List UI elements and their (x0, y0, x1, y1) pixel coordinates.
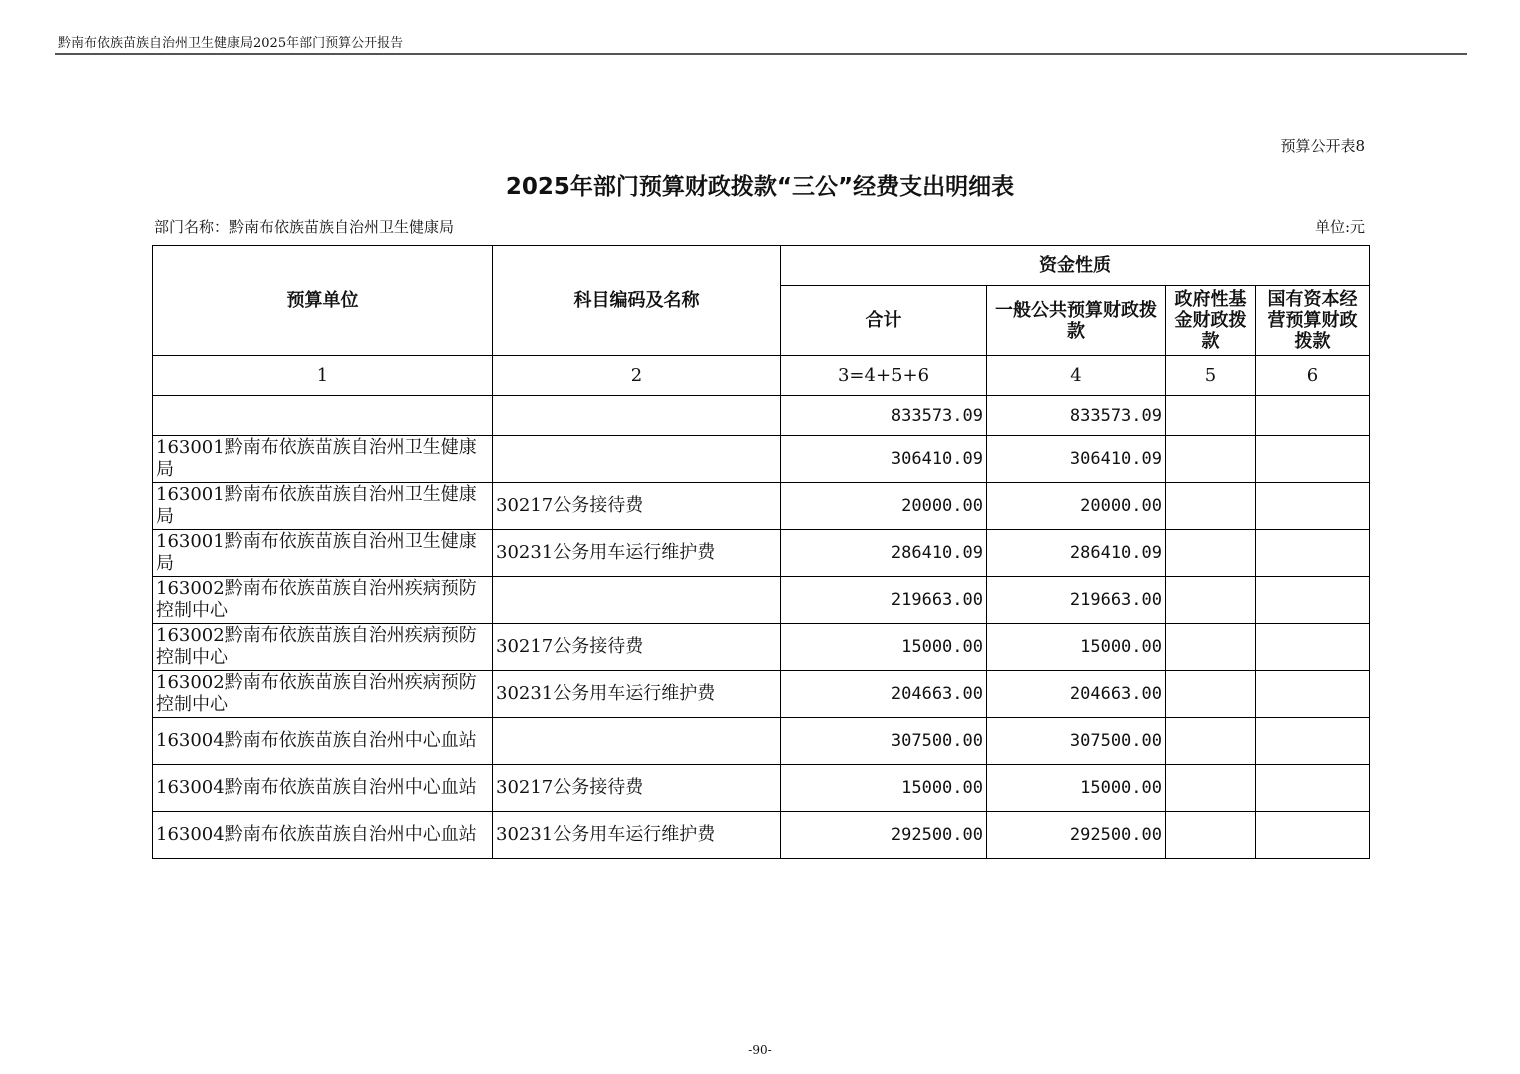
unit-cell: 163004黔南布依族苗族自治州中心血站 (153, 718, 493, 765)
header-subject: 科目编码及名称 (493, 246, 781, 356)
general-cell: 219663.00 (987, 577, 1166, 624)
state-capital-cell (1256, 624, 1370, 671)
amount-cell: 15000.00 (781, 765, 987, 812)
header-total: 合计 (781, 286, 987, 356)
amount-cell: 20000.00 (781, 483, 987, 530)
total-general-cell: 833573.09 (987, 396, 1166, 436)
gov-fund-cell (1166, 483, 1256, 530)
state-capital-cell (1256, 718, 1370, 765)
subject-cell: 30231公务用车运行维护费 (493, 530, 781, 577)
department-name: 部门名称：黔南布依族苗族自治州卫生健康局 (154, 218, 455, 236)
subject-cell (493, 436, 781, 483)
total-unit-cell (153, 396, 493, 436)
state-capital-cell (1256, 812, 1370, 859)
total-amount-cell: 833573.09 (781, 396, 987, 436)
amount-cell: 307500.00 (781, 718, 987, 765)
table-row (153, 765, 1370, 812)
subject-cell (493, 577, 781, 624)
state-capital-cell (1256, 530, 1370, 577)
gov-fund-cell (1166, 436, 1256, 483)
currency-unit: 单位:元 (1314, 218, 1365, 236)
header-general: 一般公共预算财政拨款 (987, 286, 1166, 356)
budget-table (152, 245, 1370, 859)
index-cell: 4 (987, 356, 1166, 396)
index-cell: 2 (493, 356, 781, 396)
index-cell: 3=4+5+6 (781, 356, 987, 396)
total-gov-fund-cell (1166, 396, 1256, 436)
state-capital-cell (1256, 483, 1370, 530)
unit-cell: 163001黔南布依族苗族自治州卫生健康局 (153, 436, 493, 483)
header-rule (55, 53, 1467, 55)
gov-fund-cell (1166, 530, 1256, 577)
general-cell: 307500.00 (987, 718, 1166, 765)
subject-cell: 30217公务接待费 (493, 483, 781, 530)
general-cell: 204663.00 (987, 671, 1166, 718)
table-number: 预算公开表8 (1280, 137, 1365, 155)
gov-fund-cell (1166, 624, 1256, 671)
general-cell: 15000.00 (987, 765, 1166, 812)
table-row (153, 718, 1370, 765)
page-title: 2025年部门预算财政拨款“三公”经费支出明细表 (505, 174, 1015, 200)
amount-cell: 15000.00 (781, 624, 987, 671)
gov-fund-cell (1166, 718, 1256, 765)
gov-fund-cell (1166, 577, 1256, 624)
gov-fund-cell (1166, 671, 1256, 718)
unit-cell: 163001黔南布依族苗族自治州卫生健康局 (153, 483, 493, 530)
total-row (153, 396, 1370, 436)
page-number: -90- (748, 1043, 772, 1057)
header-fund-nature: 资金性质 (781, 246, 1370, 286)
unit-cell: 163001黔南布依族苗族自治州卫生健康局 (153, 530, 493, 577)
unit-cell: 163004黔南布依族苗族自治州中心血站 (153, 765, 493, 812)
gov-fund-cell (1166, 812, 1256, 859)
table-row (153, 812, 1370, 859)
subject-cell (493, 718, 781, 765)
subject-cell: 30231公务用车运行维护费 (493, 671, 781, 718)
table-row (153, 436, 1370, 483)
header-row-top (153, 246, 1370, 286)
state-capital-cell (1256, 436, 1370, 483)
table-row (153, 530, 1370, 577)
index-cell: 1 (153, 356, 493, 396)
state-capital-cell (1256, 577, 1370, 624)
index-row (153, 356, 1370, 396)
table-row (153, 483, 1370, 530)
amount-cell: 204663.00 (781, 671, 987, 718)
unit-cell: 163002黔南布依族苗族自治州疾病预防控制中心 (153, 671, 493, 718)
index-cell: 6 (1256, 356, 1370, 396)
general-cell: 292500.00 (987, 812, 1166, 859)
gov-fund-cell (1166, 765, 1256, 812)
unit-cell: 163002黔南布依族苗族自治州疾病预防控制中心 (153, 624, 493, 671)
subject-cell: 30217公务接待费 (493, 624, 781, 671)
total-subject-cell (493, 396, 781, 436)
header-gov-fund: 政府性基金财政拨款 (1166, 286, 1256, 356)
state-capital-cell (1256, 765, 1370, 812)
state-capital-cell (1256, 671, 1370, 718)
general-cell: 15000.00 (987, 624, 1166, 671)
amount-cell: 292500.00 (781, 812, 987, 859)
general-cell: 20000.00 (987, 483, 1166, 530)
subject-cell: 30217公务接待费 (493, 765, 781, 812)
table-row (153, 624, 1370, 671)
amount-cell: 306410.09 (781, 436, 987, 483)
general-cell: 286410.09 (987, 530, 1166, 577)
unit-cell: 163004黔南布依族苗族自治州中心血站 (153, 812, 493, 859)
amount-cell: 286410.09 (781, 530, 987, 577)
table-row (153, 577, 1370, 624)
running-header: 黔南布依族苗族自治州卫生健康局2025年部门预算公开报告 (58, 36, 404, 51)
header-state-capital: 国有资本经营预算财政拨款 (1256, 286, 1370, 356)
general-cell: 306410.09 (987, 436, 1166, 483)
index-cell: 5 (1166, 356, 1256, 396)
header-unit: 预算单位 (153, 246, 493, 356)
total-state-capital-cell (1256, 396, 1370, 436)
table-row (153, 671, 1370, 718)
unit-cell: 163002黔南布依族苗族自治州疾病预防控制中心 (153, 577, 493, 624)
subject-cell: 30231公务用车运行维护费 (493, 812, 781, 859)
amount-cell: 219663.00 (781, 577, 987, 624)
